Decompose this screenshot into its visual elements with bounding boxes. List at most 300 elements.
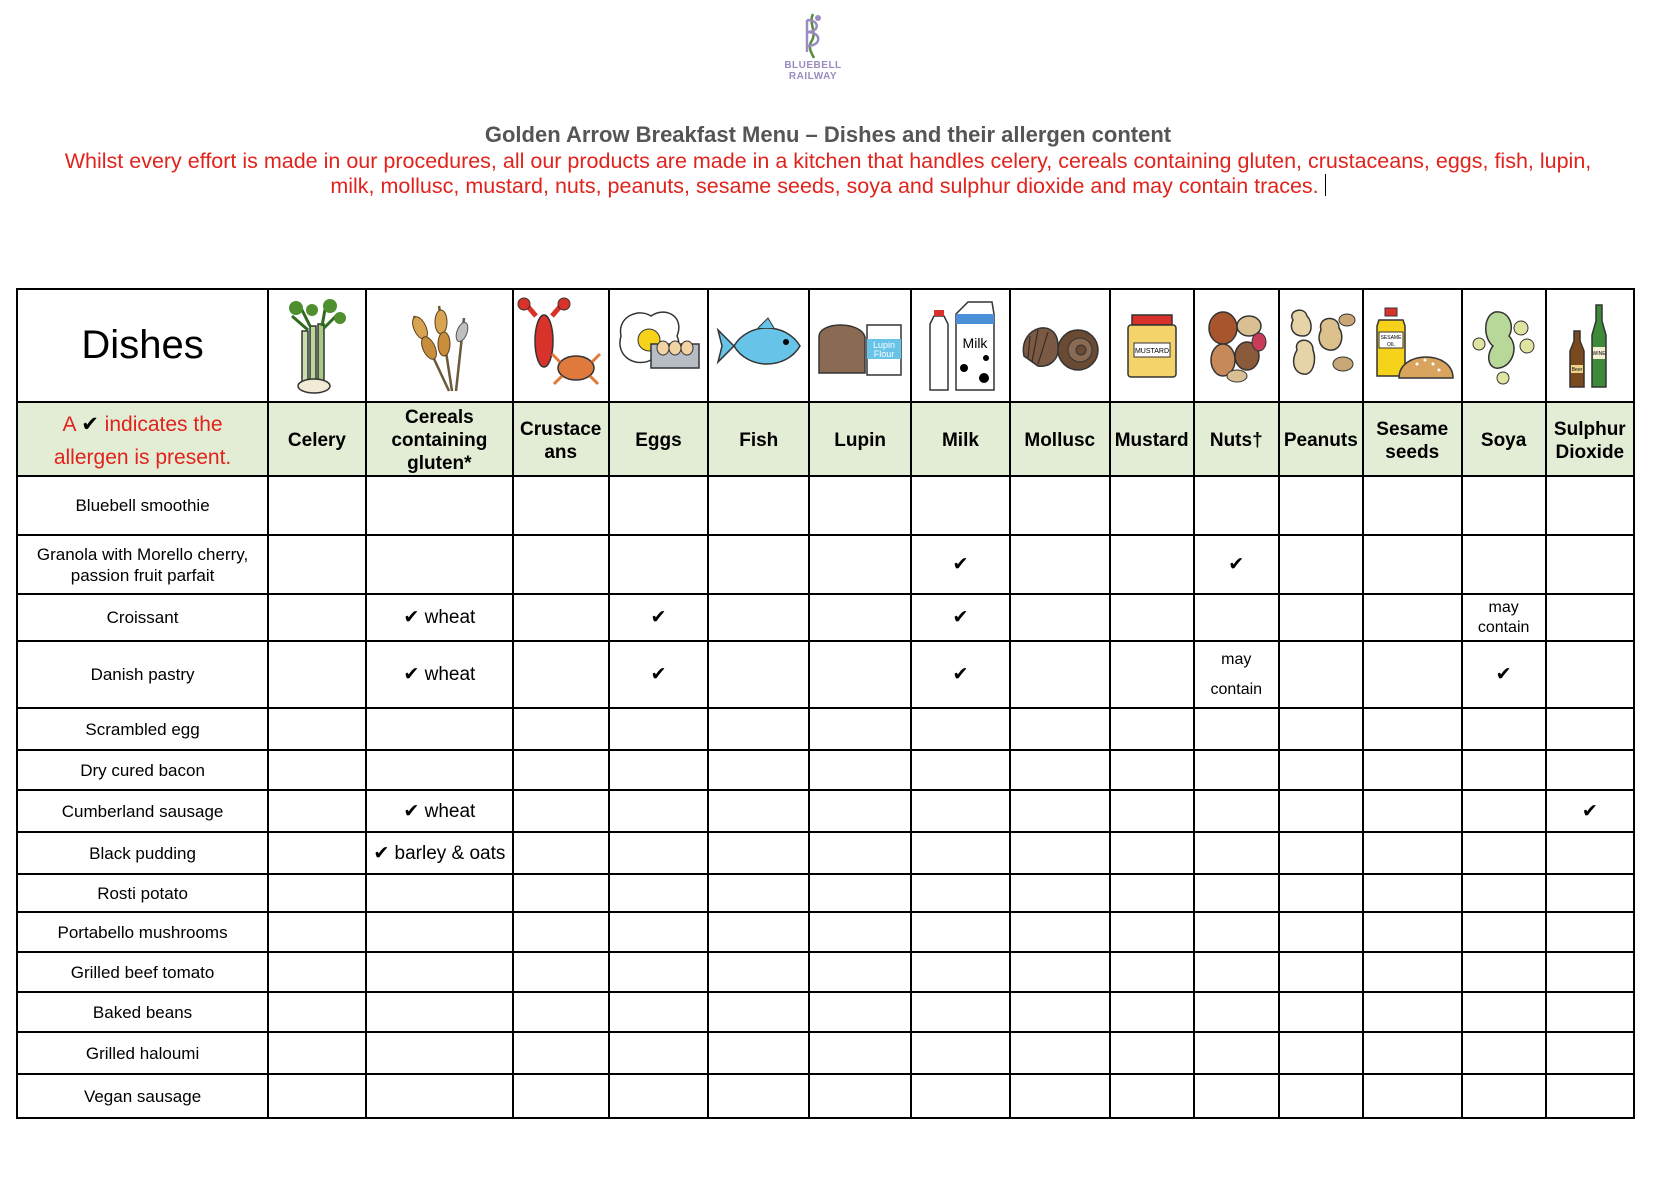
allergen-cell-eggs	[609, 535, 709, 594]
allergen-name-mollusc-line1: Mollusc	[1024, 430, 1096, 451]
dish-name-cell	[17, 1032, 268, 1074]
allergen-cell-sesame	[1363, 952, 1462, 992]
allergen-name-crustaceans-line2: ans	[544, 441, 578, 463]
table-row	[17, 912, 1634, 952]
allergen-cell-lupin	[809, 874, 911, 912]
allergen-name-soya-line1: Soya	[1480, 430, 1527, 451]
allergen-cell-celery	[268, 476, 366, 535]
mustard-jar-label: MUSTARD	[1134, 347, 1169, 355]
allergen-cell-mollusc	[1010, 641, 1110, 708]
allergen-cell-crustaceans	[513, 535, 609, 594]
allergen-cell-milk	[911, 708, 1010, 750]
allergen-cell-milk	[911, 832, 1010, 874]
allergen-cell-sesame	[1363, 1074, 1462, 1118]
allergen-cell-mollusc	[1010, 874, 1110, 912]
allergen-cell-milk	[911, 874, 1010, 912]
allergen-cell-fish	[708, 750, 809, 790]
allergen-cell-soya	[1462, 535, 1546, 594]
allergen-name-lupin-line1: Lupin	[834, 430, 886, 451]
dish-name: Grilled beef tomato	[70, 962, 215, 982]
sesame-oil-label-2: OIL	[1387, 341, 1396, 348]
allergen-header-sulphur	[1546, 402, 1634, 476]
allergen-cell-celery	[268, 594, 366, 641]
allergen-cell-sulphur	[1546, 708, 1634, 750]
allergen-cell-sulphur	[1546, 535, 1634, 594]
allergen-cell-fish	[708, 790, 809, 832]
allergen-cell-sulphur	[1546, 1032, 1634, 1074]
milk-icon	[920, 298, 1000, 394]
table-row	[17, 476, 1634, 535]
sesame-oil-label-1: SESAME	[1380, 334, 1402, 341]
allergen-name-fish-line1: Fish	[739, 430, 779, 451]
allergen-name-mustard	[1111, 426, 1193, 452]
allergen-cell-nuts	[1194, 1032, 1279, 1074]
allergen-name-cereals-line2: containing	[391, 430, 488, 451]
allergen-cell-lupin	[809, 750, 911, 790]
allergen-cell-mustard	[1110, 992, 1194, 1032]
allergen-cell-mustard	[1110, 1032, 1194, 1074]
wheat-icon	[394, 296, 484, 396]
allergen-cell-celery	[268, 952, 366, 992]
allergen-warning	[50, 149, 1606, 199]
allergen-cell-mustard	[1110, 790, 1194, 832]
lupin-label-1: Lupin	[873, 339, 896, 350]
allergen-cell-mollusc	[1010, 535, 1110, 594]
allergen-cell-peanuts	[1279, 952, 1363, 992]
allergen-cell-mustard	[1110, 476, 1194, 535]
table-row	[17, 874, 1634, 912]
allergen-cell-cereals	[366, 790, 513, 832]
allergen-cell-mollusc	[1010, 750, 1110, 790]
allergen-cell-cereals	[366, 992, 513, 1032]
allergen-cell-crustaceans	[513, 708, 609, 750]
allergen-cell-milk	[911, 790, 1010, 832]
allergen-cell-mollusc	[1010, 992, 1110, 1032]
allergen-name-milk-line1: Milk	[941, 430, 979, 451]
allergen-name-peanuts	[1280, 426, 1362, 452]
lupin-flour-icon	[815, 311, 905, 381]
allergen-name-nuts-line1: Nuts†	[1209, 430, 1263, 451]
table-row	[17, 594, 1634, 641]
allergen-cell-eggs	[609, 832, 709, 874]
dish-name: Vegan sausage	[83, 1086, 202, 1106]
allergen-cell-sesame	[1363, 594, 1462, 641]
wine-beer-icon	[1560, 301, 1620, 391]
page-title: Golden Arrow Breakfast Menu – Dishes and their allergen content	[484, 122, 1172, 147]
allergen-cell-milk	[911, 594, 1010, 641]
sesame-icon-cell	[1363, 289, 1462, 402]
allergen-cell-crustaceans	[513, 1074, 609, 1118]
mustard-jar-icon	[1124, 311, 1180, 381]
allergen-cell-celery	[268, 790, 366, 832]
allergen-header-row	[17, 402, 1634, 476]
peanuts-icon-cell	[1279, 289, 1363, 402]
allergen-name-cereals-line1: Cereals	[405, 407, 474, 428]
dish-name: Danish pastry	[90, 665, 195, 684]
allergen-name-mustard-line1: Mustard	[1114, 430, 1189, 451]
allergen-cell-fish	[708, 874, 809, 912]
allergen-cell-mollusc	[1010, 594, 1110, 641]
allergen-cell-sulphur	[1546, 476, 1634, 535]
logo-line1: BLUEBELL	[784, 60, 842, 71]
allergen-cell-fish	[708, 594, 809, 641]
allergen-cell-peanuts	[1279, 750, 1363, 790]
lupin-icon-cell	[809, 289, 911, 402]
allergen-cell-mustard	[1110, 594, 1194, 641]
dishes-title-cell	[17, 289, 268, 402]
allergen-cell-fish	[708, 832, 809, 874]
allergen-cell-eggs	[609, 708, 709, 750]
dish-name-cell	[17, 912, 268, 952]
allergen-cell-sulphur	[1546, 790, 1634, 832]
dish-name: Dry cured bacon	[80, 760, 205, 780]
allergen-cell-lupin	[809, 708, 911, 750]
allergen-cell-peanuts	[1279, 832, 1363, 874]
allergen-cell-sulphur	[1546, 832, 1634, 874]
allergen-cell-eggs	[609, 476, 709, 535]
allergen-cell-sesame	[1363, 641, 1462, 708]
allergen-cell-sesame	[1363, 874, 1462, 912]
allergen-header-eggs	[609, 402, 709, 476]
allergen-cell-lupin	[809, 476, 911, 535]
allergen-cell-sesame	[1363, 750, 1462, 790]
table-row	[17, 790, 1634, 832]
allergen-cell-cereals	[366, 476, 513, 535]
allergen-cell-cereals	[366, 750, 513, 790]
dish-name: Rosti potato	[97, 883, 188, 903]
allergen-cell-nuts	[1194, 992, 1279, 1032]
allergen-cell-eggs	[609, 1032, 709, 1074]
allergen-cell-crustaceans	[513, 992, 609, 1032]
dish-name-cell	[17, 476, 268, 535]
allergen-header-celery	[268, 402, 366, 476]
legend-line2: allergen is present.	[53, 446, 232, 469]
table-row	[17, 641, 1634, 708]
allergen-cell-fish	[708, 1032, 809, 1074]
allergen-cell-nuts	[1194, 874, 1279, 912]
allergen-cell-sesame	[1363, 832, 1462, 874]
allergen-cell-cereals	[366, 952, 513, 992]
allergen-cell-mollusc	[1010, 708, 1110, 750]
allergen-cell-peanuts	[1279, 1074, 1363, 1118]
dish-name: Scrambled egg	[85, 719, 200, 739]
allergen-cell-nuts	[1194, 535, 1279, 594]
allergen-header-mustard	[1110, 402, 1194, 476]
dish-name-cell	[17, 790, 268, 832]
allergen-cell-nuts	[1194, 641, 1279, 708]
bluebell-railway-logo	[768, 12, 858, 87]
celery-icon	[282, 296, 352, 396]
table-row	[17, 708, 1634, 750]
allergen-cell-celery	[268, 1074, 366, 1118]
allergen-cell-mollusc	[1010, 1074, 1110, 1118]
allergen-cell-eggs	[609, 1074, 709, 1118]
may-contain-note: may contain	[1210, 650, 1263, 698]
icon-row	[17, 289, 1634, 402]
allergen-cell-cereals	[366, 912, 513, 952]
allergen-cell-milk	[911, 992, 1010, 1032]
dish-name: Bluebell smoothie	[75, 496, 210, 515]
allergen-cell-crustaceans	[513, 874, 609, 912]
allergen-cell-sesame	[1363, 708, 1462, 750]
allergen-cell-fish	[708, 535, 809, 594]
allergen-cell-lupin	[809, 992, 911, 1032]
table-row	[17, 992, 1634, 1032]
allergen-cell-fish	[708, 952, 809, 992]
allergen-cell-lupin	[809, 594, 911, 641]
check-mark: ✔ wheat	[403, 800, 476, 822]
dish-name: Grilled haloumi	[85, 1043, 200, 1063]
check-mark: ✔	[650, 664, 667, 685]
allergen-cell-milk	[911, 750, 1010, 790]
table-row	[17, 1032, 1634, 1074]
allergen-cell-crustaceans	[513, 476, 609, 535]
allergen-name-soya	[1463, 426, 1545, 452]
check-mark: ✔ barley & oats	[373, 842, 506, 864]
allergen-name-sulphur-line1: Sulphur	[1553, 418, 1626, 440]
legend-check-icon: ✔	[81, 413, 99, 436]
allergen-cell-cereals	[366, 832, 513, 874]
allergen-cell-mollusc	[1010, 476, 1110, 535]
allergen-cell-fish	[708, 912, 809, 952]
sesame-icon	[1369, 306, 1455, 386]
allergen-cell-eggs	[609, 594, 709, 641]
allergen-header-soya	[1462, 402, 1546, 476]
allergen-cell-celery	[268, 1032, 366, 1074]
allergen-cell-sesame	[1363, 476, 1462, 535]
allergen-name-cereals-line3: gluten*	[407, 453, 472, 474]
allergen-cell-sesame	[1363, 790, 1462, 832]
allergen-cell-soya	[1462, 912, 1546, 952]
table-row	[17, 952, 1634, 992]
allergen-cell-mollusc	[1010, 1032, 1110, 1074]
sulphur-icon-cell	[1546, 289, 1634, 402]
allergen-cell-cereals	[366, 641, 513, 708]
allergen-name-sesame-line1: Sesame	[1376, 418, 1449, 440]
allergen-cell-sulphur	[1546, 992, 1634, 1032]
allergen-name-crustaceans-line1: Crustace	[520, 418, 602, 440]
mollusc-icon-cell	[1010, 289, 1110, 402]
dish-name: Baked beans	[92, 1002, 193, 1022]
allergen-cell-crustaceans	[513, 1032, 609, 1074]
allergen-cell-milk	[911, 912, 1010, 952]
allergen-cell-fish	[708, 708, 809, 750]
check-mark: ✔ wheat	[403, 607, 476, 628]
allergen-cell-mustard	[1110, 912, 1194, 952]
allergen-header-lupin	[809, 402, 911, 476]
allergen-cell-mollusc	[1010, 912, 1110, 952]
allergen-cell-celery	[268, 912, 366, 952]
table-row	[17, 535, 1634, 594]
allergen-cell-eggs	[609, 750, 709, 790]
lobster-crab-icon	[516, 296, 606, 396]
allergen-name-sulphur	[1547, 415, 1633, 464]
allergen-name-cereals	[367, 403, 512, 475]
check-mark: ✔	[952, 664, 969, 685]
allergen-cell-peanuts	[1279, 535, 1363, 594]
check-mark: ✔	[1495, 664, 1512, 685]
allergen-cell-soya	[1462, 750, 1546, 790]
allergen-cell-cereals	[366, 535, 513, 594]
allergen-cell-soya	[1462, 708, 1546, 750]
allergen-cell-soya	[1462, 641, 1546, 708]
allergen-cell-sulphur	[1546, 641, 1634, 708]
allergen-cell-crustaceans	[513, 750, 609, 790]
fish-icon	[714, 316, 804, 376]
check-mark: ✔ wheat	[403, 664, 476, 685]
allergen-cell-sulphur	[1546, 750, 1634, 790]
allergen-name-milk	[912, 426, 1009, 452]
allergen-cell-nuts	[1194, 832, 1279, 874]
allergen-name-mollusc	[1011, 426, 1109, 452]
allergen-cell-soya	[1462, 790, 1546, 832]
allergen-name-celery	[269, 426, 365, 452]
allergen-cell-mustard	[1110, 1074, 1194, 1118]
allergen-cell-eggs	[609, 952, 709, 992]
allergen-cell-sulphur	[1546, 594, 1634, 641]
allergen-header-nuts	[1194, 402, 1279, 476]
eggs-icon-cell	[609, 289, 709, 402]
allergen-cell-eggs	[609, 641, 709, 708]
allergen-header-sesame	[1363, 402, 1462, 476]
allergen-cell-sulphur	[1546, 1074, 1634, 1118]
dish-name: Cumberland sausage	[61, 801, 224, 821]
allergen-cell-lupin	[809, 790, 911, 832]
allergen-cell-celery	[268, 535, 366, 594]
allergen-name-celery-line1: Celery	[287, 430, 347, 451]
soya-bean-icon	[1469, 306, 1539, 386]
allergen-cell-celery	[268, 832, 366, 874]
allergen-cell-crustaceans	[513, 912, 609, 952]
allergen-cell-fish	[708, 641, 809, 708]
allergen-cell-cereals	[366, 594, 513, 641]
allergen-cell-cereals	[366, 708, 513, 750]
allergen-cell-mustard	[1110, 535, 1194, 594]
allergen-cell-lupin	[809, 912, 911, 952]
allergen-cell-milk	[911, 641, 1010, 708]
cereals-icon-cell	[366, 289, 513, 402]
allergen-cell-mustard	[1110, 832, 1194, 874]
allergen-cell-nuts	[1194, 912, 1279, 952]
allergen-cell-mollusc	[1010, 832, 1110, 874]
legend-line1: indicates the	[104, 413, 223, 436]
allergen-cell-fish	[708, 1074, 809, 1118]
table-row	[17, 1074, 1634, 1118]
allergen-cell-lupin	[809, 641, 911, 708]
allergen-cell-milk	[911, 535, 1010, 594]
dishes-title: Dishes	[81, 323, 204, 367]
allergen-name-sulphur-line2: Dioxide	[1555, 441, 1625, 463]
dish-name-cell	[17, 832, 268, 874]
allergen-cell-peanuts	[1279, 1032, 1363, 1074]
allergen-cell-eggs	[609, 790, 709, 832]
allergen-cell-nuts	[1194, 750, 1279, 790]
dish-name-line2: passion fruit parfait	[70, 565, 215, 585]
allergen-cell-soya	[1462, 992, 1546, 1032]
allergen-cell-soya	[1462, 874, 1546, 912]
allergen-cell-peanuts	[1279, 790, 1363, 832]
allergen-header-milk	[911, 402, 1010, 476]
allergen-cell-peanuts	[1279, 476, 1363, 535]
legend-prefix: A	[62, 413, 76, 436]
wine-label: WINE	[1592, 350, 1606, 357]
text-cursor	[1325, 174, 1326, 196]
bluebell-logo-icon	[796, 12, 830, 60]
allergen-name-nuts	[1195, 426, 1278, 452]
check-mark: ✔	[952, 554, 969, 575]
allergen-cell-mustard	[1110, 874, 1194, 912]
dish-name-cell	[17, 750, 268, 790]
allergen-cell-peanuts	[1279, 912, 1363, 952]
may-contain-note: may contain	[1477, 598, 1530, 636]
dish-name-cell	[17, 535, 268, 594]
allergen-name-fish	[709, 426, 808, 452]
soya-icon-cell	[1462, 289, 1546, 402]
allergen-cell-crustaceans	[513, 641, 609, 708]
dish-name: Portabello mushrooms	[57, 922, 228, 942]
allergen-cell-celery	[268, 750, 366, 790]
allergen-cell-peanuts	[1279, 641, 1363, 708]
allergen-cell-crustaceans	[513, 790, 609, 832]
dish-name: Granola with Morello cherry,	[36, 544, 249, 564]
allergen-cell-lupin	[809, 952, 911, 992]
allergen-name-eggs-line1: Eggs	[635, 430, 682, 451]
beer-label: Beer	[1571, 366, 1583, 373]
shell-icon	[1018, 316, 1102, 376]
warning-text: Whilst every effort is made in our procedures, all our products are made in a kitchen that handles celery, cereals containing gluten, crustaceans, eggs, fish, lupin, milk, mollusc, mustard, nuts, peanuts, sesame seeds, soya and sulphur dioxide and may contain traces.	[64, 149, 1592, 198]
allergen-table	[16, 288, 1635, 1119]
allergen-cell-sulphur	[1546, 952, 1634, 992]
allergen-cell-soya	[1462, 952, 1546, 992]
dish-name-cell	[17, 1074, 268, 1118]
allergen-cell-nuts	[1194, 1074, 1279, 1118]
allergen-cell-soya	[1462, 1032, 1546, 1074]
allergen-cell-milk	[911, 1032, 1010, 1074]
allergen-cell-soya	[1462, 476, 1546, 535]
allergen-name-sesame	[1364, 415, 1461, 464]
nuts-icon-cell	[1194, 289, 1279, 402]
allergen-cell-sesame	[1363, 535, 1462, 594]
allergen-cell-soya	[1462, 832, 1546, 874]
allergen-cell-celery	[268, 708, 366, 750]
allergen-cell-lupin	[809, 832, 911, 874]
allergen-name-lupin	[810, 426, 910, 452]
allergen-cell-milk	[911, 1074, 1010, 1118]
logo-line2: RAILWAY	[788, 71, 838, 82]
allergen-cell-celery	[268, 641, 366, 708]
allergen-cell-eggs	[609, 992, 709, 1032]
allergen-cell-nuts	[1194, 790, 1279, 832]
allergen-cell-mustard	[1110, 708, 1194, 750]
allergen-cell-soya	[1462, 594, 1546, 641]
dish-name-cell	[17, 952, 268, 992]
allergen-cell-nuts	[1194, 952, 1279, 992]
eggs-icon	[615, 306, 701, 386]
allergen-cell-lupin	[809, 535, 911, 594]
allergen-header-peanuts	[1279, 402, 1363, 476]
allergen-cell-celery	[268, 874, 366, 912]
allergen-cell-crustaceans	[513, 594, 609, 641]
allergen-cell-milk	[911, 476, 1010, 535]
dish-name-cell	[17, 708, 268, 750]
allergen-cell-mustard	[1110, 641, 1194, 708]
crustaceans-icon-cell	[513, 289, 609, 402]
allergen-cell-sesame	[1363, 912, 1462, 952]
dish-name-cell	[17, 641, 268, 708]
mustard-icon-cell	[1110, 289, 1194, 402]
allergen-header-fish	[708, 402, 809, 476]
celery-icon-cell	[268, 289, 366, 402]
